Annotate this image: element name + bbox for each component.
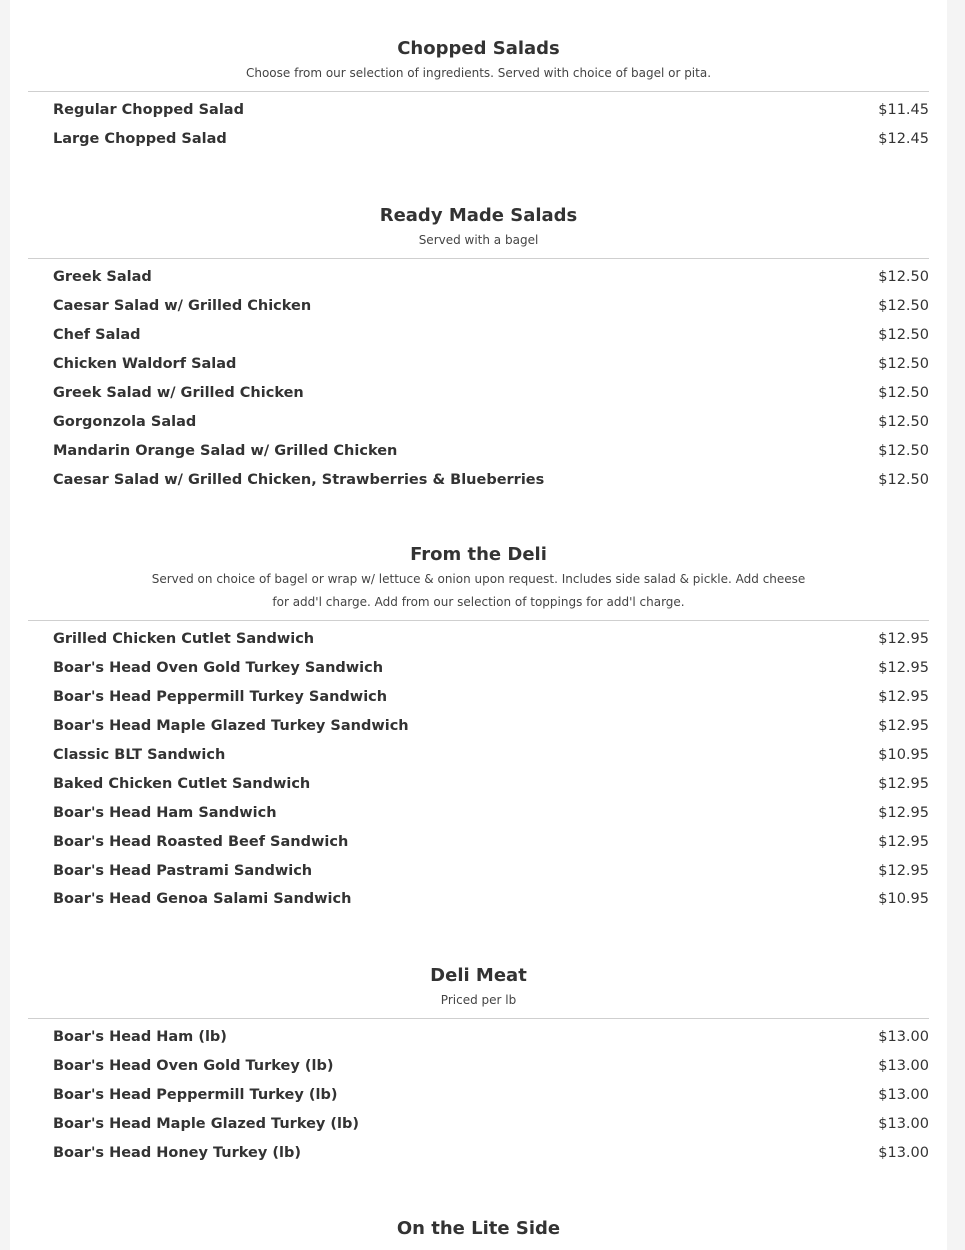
item-price: $13.00 [878, 1145, 929, 1161]
item-price: $12.95 [878, 862, 929, 879]
item-name: Classic BLT Sandwich [53, 747, 226, 763]
section-title: Ready Made Salads [379, 205, 578, 226]
menu-item[interactable] [28, 321, 929, 350]
item-name: Greek Salad [53, 269, 152, 286]
menu-section-ready-made-salads [28, 203, 929, 494]
item-name: Gorgonzola Salad [53, 413, 197, 430]
item-price: $12.50 [878, 385, 929, 401]
item-price: $12.50 [878, 471, 929, 488]
menu-item[interactable] [28, 625, 929, 654]
section-divider [28, 1018, 929, 1019]
item-price: $12.95 [878, 833, 929, 850]
item-list [28, 263, 929, 494]
menu-section-from-the-deli [28, 542, 929, 914]
menu-item[interactable] [28, 407, 929, 436]
menu-item[interactable] [28, 1081, 929, 1110]
item-name: Boar's Head Peppermill Turkey Sandwich [53, 689, 388, 706]
menu-item[interactable] [28, 798, 929, 827]
item-name: Mandarin Orange Salad w/ Grilled Chicken [53, 442, 398, 459]
menu-item[interactable] [28, 741, 929, 770]
menu-item[interactable] [28, 379, 929, 408]
menu-item[interactable] [28, 1023, 929, 1052]
item-name: Boar's Head Pastrami Sandwich [53, 862, 313, 879]
item-name: Greek Salad w/ Grilled Chicken [53, 385, 304, 401]
item-price: $11.45 [878, 102, 929, 119]
menu-item[interactable] [28, 350, 929, 379]
item-name: Boar's Head Genoa Salami Sandwich [53, 891, 352, 908]
menu-item[interactable] [28, 263, 929, 292]
section-description: Choose from our selection of ingredients. Served with choice of bagel or pita. [245, 66, 712, 80]
item-price: $10.95 [878, 747, 929, 763]
menu-item[interactable] [28, 465, 929, 494]
item-name: Boar's Head Maple Glazed Turkey (lb) [53, 1116, 360, 1133]
item-price: $12.95 [878, 631, 929, 648]
menu-item[interactable] [28, 654, 929, 683]
section-title: Chopped Salads [397, 38, 560, 59]
item-name: Boar's Head Ham (lb) [53, 1029, 227, 1046]
item-price: $12.50 [878, 269, 929, 286]
menu-page [10, 0, 947, 1250]
section-title: Deli Meat [430, 965, 527, 986]
item-name: Boar's Head Roasted Beef Sandwich [53, 833, 349, 850]
menu-item[interactable] [28, 1110, 929, 1139]
section-title: From the Deli [410, 544, 547, 565]
item-list [28, 625, 929, 914]
menu-item[interactable] [28, 436, 929, 465]
item-name: Chef Salad [53, 327, 141, 344]
section-divider [28, 258, 929, 259]
item-price: $12.95 [878, 718, 929, 735]
item-price: $13.00 [878, 1116, 929, 1133]
item-name: Boar's Head Maple Glazed Turkey Sandwich [53, 718, 409, 735]
section-divider [28, 620, 929, 621]
menu-item[interactable] [28, 292, 929, 321]
item-name: Large Chopped Salad [53, 131, 227, 148]
item-name: Chicken Waldorf Salad [53, 356, 237, 373]
item-name: Boar's Head Peppermill Turkey (lb) [53, 1087, 338, 1104]
item-name: Caesar Salad w/ Grilled Chicken [53, 298, 312, 315]
menu-item[interactable] [28, 125, 929, 154]
item-price: $13.00 [878, 1029, 929, 1046]
item-price: $12.50 [878, 356, 929, 373]
item-price: $12.50 [878, 298, 929, 315]
item-list [28, 1023, 929, 1167]
item-price: $12.95 [878, 804, 929, 821]
item-name: Boar's Head Ham Sandwich [53, 804, 277, 821]
menu-item[interactable] [28, 683, 929, 712]
item-name: Boar's Head Oven Gold Turkey (lb) [53, 1058, 334, 1075]
menu-item[interactable] [28, 856, 929, 885]
menu-section-on-the-lite-side [28, 1216, 929, 1242]
section-divider [28, 91, 929, 92]
item-name: Baked Chicken Cutlet Sandwich [53, 775, 311, 792]
menu-item[interactable] [28, 1139, 929, 1168]
menu-item[interactable] [28, 769, 929, 798]
item-price: $12.45 [878, 131, 929, 148]
item-price: $12.95 [878, 660, 929, 677]
menu-item[interactable] [28, 885, 929, 914]
item-price: $12.50 [878, 442, 929, 459]
section-description: Priced per lb [440, 993, 517, 1007]
item-name: Grilled Chicken Cutlet Sandwich [53, 631, 315, 648]
menu-item[interactable] [28, 827, 929, 856]
item-price: $13.00 [878, 1087, 929, 1104]
item-name: Boar's Head Oven Gold Turkey Sandwich [53, 660, 384, 677]
item-price: $12.50 [878, 327, 929, 344]
item-name: Regular Chopped Salad [53, 102, 244, 119]
item-price: $12.95 [878, 689, 929, 706]
menu-section-chopped-salads [28, 36, 929, 154]
menu-section-deli-meat [28, 963, 929, 1167]
item-name: Boar's Head Honey Turkey (lb) [53, 1145, 301, 1161]
section-description: Served with a bagel [418, 233, 539, 247]
section-title: On the Lite Side [396, 1218, 561, 1239]
menu-item[interactable] [28, 1052, 929, 1081]
section-description: Served on choice of bagel or wrap w/ lettuce & onion upon request. Includes side salad & pickle. Add cheese for add'l charge. Add from our selection of toppings for add'l charge. [151, 572, 806, 609]
item-name: Caesar Salad w/ Grilled Chicken, Strawberries & Blueberries [53, 471, 545, 488]
item-price: $12.50 [878, 413, 929, 430]
item-price: $13.00 [878, 1058, 929, 1075]
menu-item[interactable] [28, 96, 929, 125]
item-list [28, 96, 929, 154]
item-price: $12.95 [878, 775, 929, 792]
menu-item[interactable] [28, 712, 929, 741]
item-price: $10.95 [878, 891, 929, 908]
